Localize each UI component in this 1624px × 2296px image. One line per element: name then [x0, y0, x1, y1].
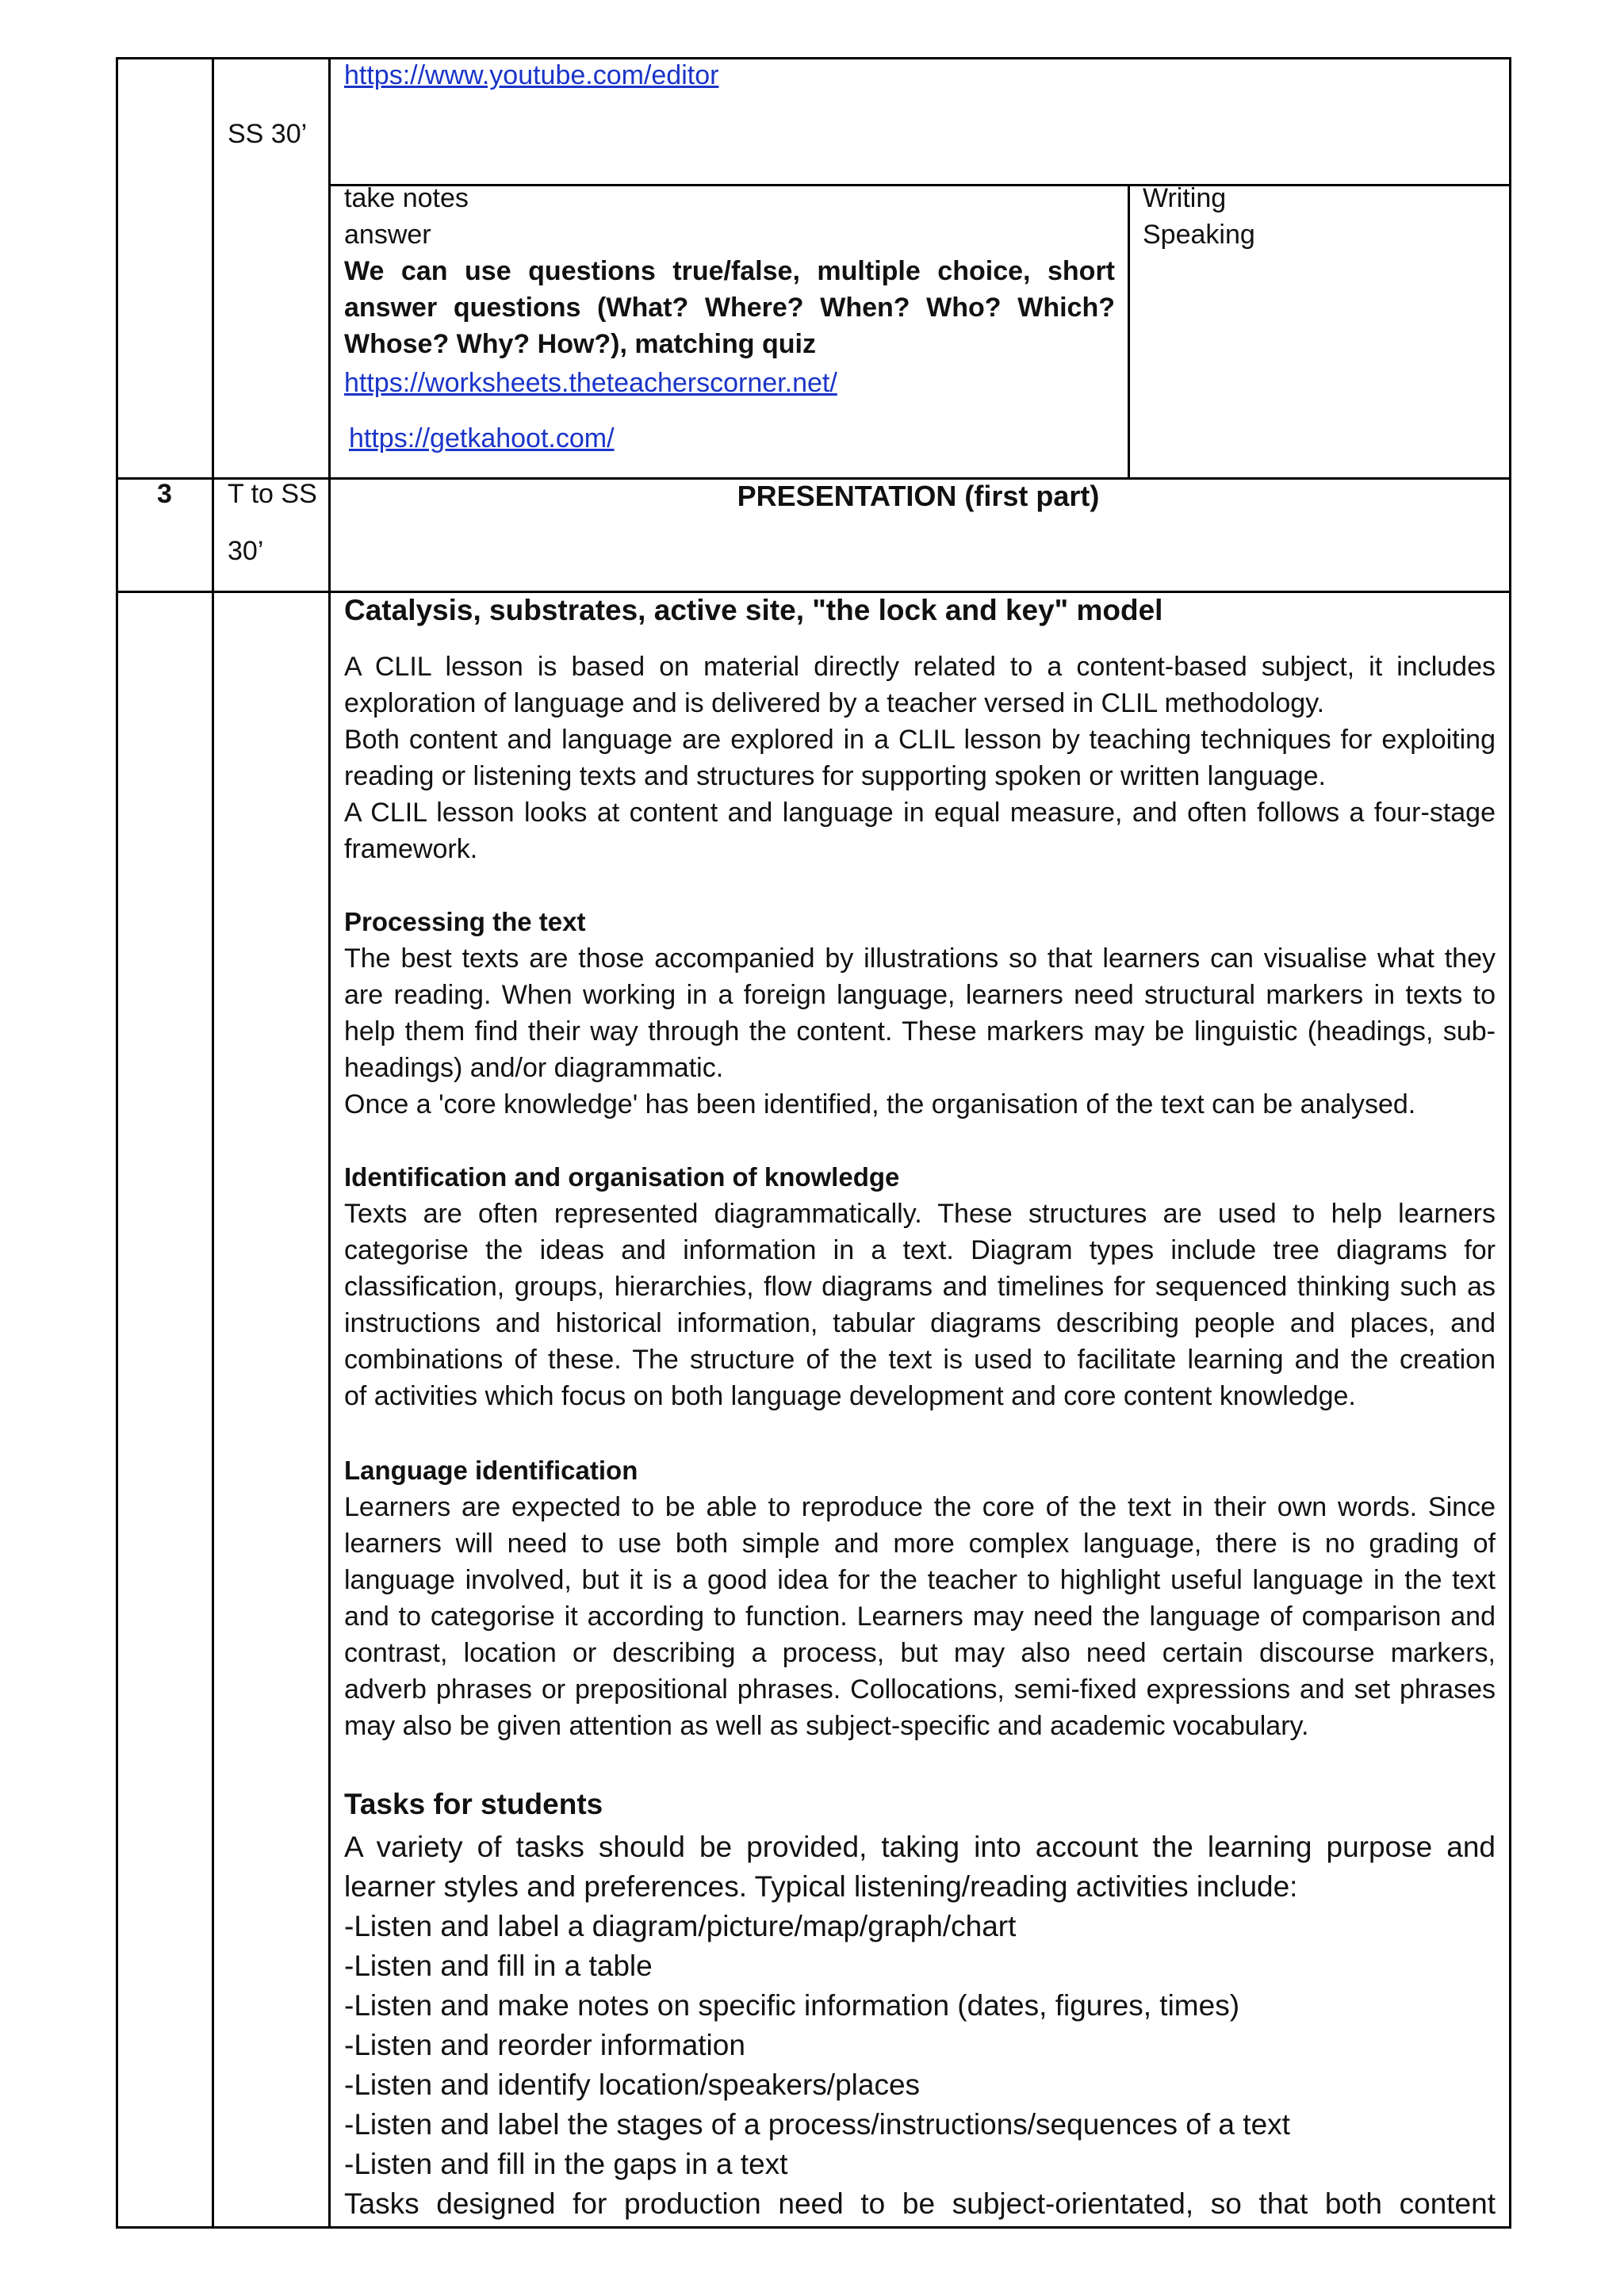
- task-item: -Listen and fill in the gaps in a text: [344, 2148, 788, 2180]
- tasks-final-line: [344, 2184, 1496, 2224]
- interaction-type: T to SS: [228, 479, 317, 509]
- processing-line: help them find their way through the content. These markers may be linguistic (headings, sub-: [344, 1016, 1496, 1047]
- intro-line: A CLIL lesson is based on material directly related to a content-based subject, it includes: [344, 652, 1496, 682]
- question-types-line: We can use questions true/false, multiple choice, short: [344, 256, 1115, 286]
- kahoot-link[interactable]: https://getkahoot.com/: [349, 423, 615, 453]
- timing-ss: SS 30’: [228, 119, 308, 149]
- intro-line: exploration of language and is delivered by a teacher versed in CLIL methodology.: [344, 688, 1325, 718]
- language-line: and to categorise it according to function. Learners may need the language of comparison and: [344, 1601, 1496, 1632]
- tasks-intro-line: A variety of tasks should be provided, taking into account the learning purpose and: [344, 1831, 1496, 1863]
- col-divider-skills: [1128, 184, 1130, 477]
- identification-line: categorise the ideas and information in a text. Diagram types include tree diagrams for: [344, 1235, 1496, 1265]
- section-title: PRESENTATION (first part): [737, 480, 1100, 512]
- intro-line: Both content and language are explored in a CLIL lesson by teaching techniques for exploiting: [344, 725, 1496, 755]
- intro-line: reading or listening texts and structures for supporting spoken or written language.: [344, 761, 1326, 791]
- identification-line: combinations of these. The structure of the text is used to facilitate learning and the creation: [344, 1345, 1496, 1375]
- identification-paragraph: [344, 1196, 1496, 1414]
- identification-line: instructions and historical information, tabular diagrams describing people and places, and: [344, 1308, 1496, 1338]
- language-paragraph: [344, 1489, 1496, 1744]
- language-line: contrast, location or describing a process, but may also need certain discourse markers,: [344, 1638, 1496, 1668]
- activity-answer: answer: [344, 220, 431, 250]
- question-types-line: Whose? Why? How?), matching quiz: [344, 329, 816, 359]
- step-time: 30’: [228, 536, 264, 566]
- col-divider-2: [328, 59, 331, 2229]
- task-item: -Listen and label the stages of a process/instructions/sequences of a text: [344, 2108, 1290, 2141]
- processing-line: are reading. When working in a foreign language, learners need structural markers in texts to: [344, 980, 1496, 1010]
- col-divider-1: [212, 59, 214, 2229]
- task-item: -Listen and identify location/speakers/places: [344, 2068, 921, 2101]
- teacherscorner-link[interactable]: https://worksheets.theteacherscorner.net/: [344, 368, 837, 398]
- task-item: -Listen and label a diagram/picture/map/graph/chart: [344, 1910, 1017, 1942]
- intro-paragraph: [344, 649, 1496, 867]
- language-line: learners will need to use both simple and more complex language, there is no grading of: [344, 1529, 1496, 1559]
- language-line: adverb phrases or prepositional phrases. Collocations, semi-fixed expressions and set phrases: [344, 1674, 1496, 1705]
- task-item: -Listen and fill in a table: [344, 1950, 653, 1982]
- tasks-intro-line: learner styles and preferences. Typical listening/reading activities include:: [344, 1870, 1298, 1903]
- tasks-final-text: Tasks designed for production need to be subject-orientated, so that both content: [344, 2187, 1496, 2220]
- tasks-intro: [344, 1827, 1496, 1907]
- processing-paragraph: [344, 940, 1496, 1123]
- tasks-heading: Tasks for students: [344, 1788, 603, 1820]
- task-item: -Listen and make notes on specific information (dates, figures, times): [344, 1989, 1240, 2022]
- language-heading: Language identification: [344, 1456, 638, 1485]
- intro-line: A CLIL lesson looks at content and language in equal measure, and often follows a four-stage: [344, 798, 1496, 828]
- identification-line: classification, groups, hierarchies, flow diagrams and timelines for sequenced thinking such as: [344, 1272, 1496, 1302]
- activity-take-notes: take notes: [344, 183, 469, 213]
- skill-speaking: Speaking: [1143, 220, 1255, 250]
- identification-line: of activities which focus on both language development and core content knowledge.: [344, 1381, 1356, 1411]
- processing-line: headings) and/or diagrammatic.: [344, 1053, 724, 1083]
- task-item: -Listen and reorder information: [344, 2029, 745, 2061]
- processing-line: Once a 'core knowledge' has been identified, the organisation of the text can be analysed.: [344, 1089, 1416, 1119]
- processing-line: The best texts are those accompanied by illustrations so that learners can visualise what they: [344, 943, 1496, 974]
- skill-writing: Writing: [1143, 183, 1227, 213]
- step-number: 3: [157, 479, 172, 509]
- language-line: Learners are expected to be able to reproduce the core of the text in their own words. Since: [344, 1492, 1496, 1522]
- identification-line: Texts are often represented diagrammatically. These structures are used to help learners: [344, 1199, 1496, 1229]
- question-types-note: [344, 253, 1115, 362]
- content-heading: Catalysis, substrates, active site, "the lock and key" model: [344, 594, 1163, 626]
- intro-line: framework.: [344, 834, 478, 864]
- language-line: language involved, but it is a good idea for the teacher to highlight useful language in the text: [344, 1565, 1496, 1595]
- youtube-editor-link[interactable]: https://www.youtube.com/editor: [344, 60, 719, 90]
- identification-heading: Identification and organisation of knowledge: [344, 1162, 900, 1192]
- row-divider-a: [328, 184, 1511, 186]
- processing-heading: Processing the text: [344, 907, 586, 936]
- question-types-line: answer questions (What? Where? When? Who? Which?: [344, 293, 1115, 323]
- language-line: may also be given attention as well as subject-specific and academic vocabulary.: [344, 1711, 1309, 1741]
